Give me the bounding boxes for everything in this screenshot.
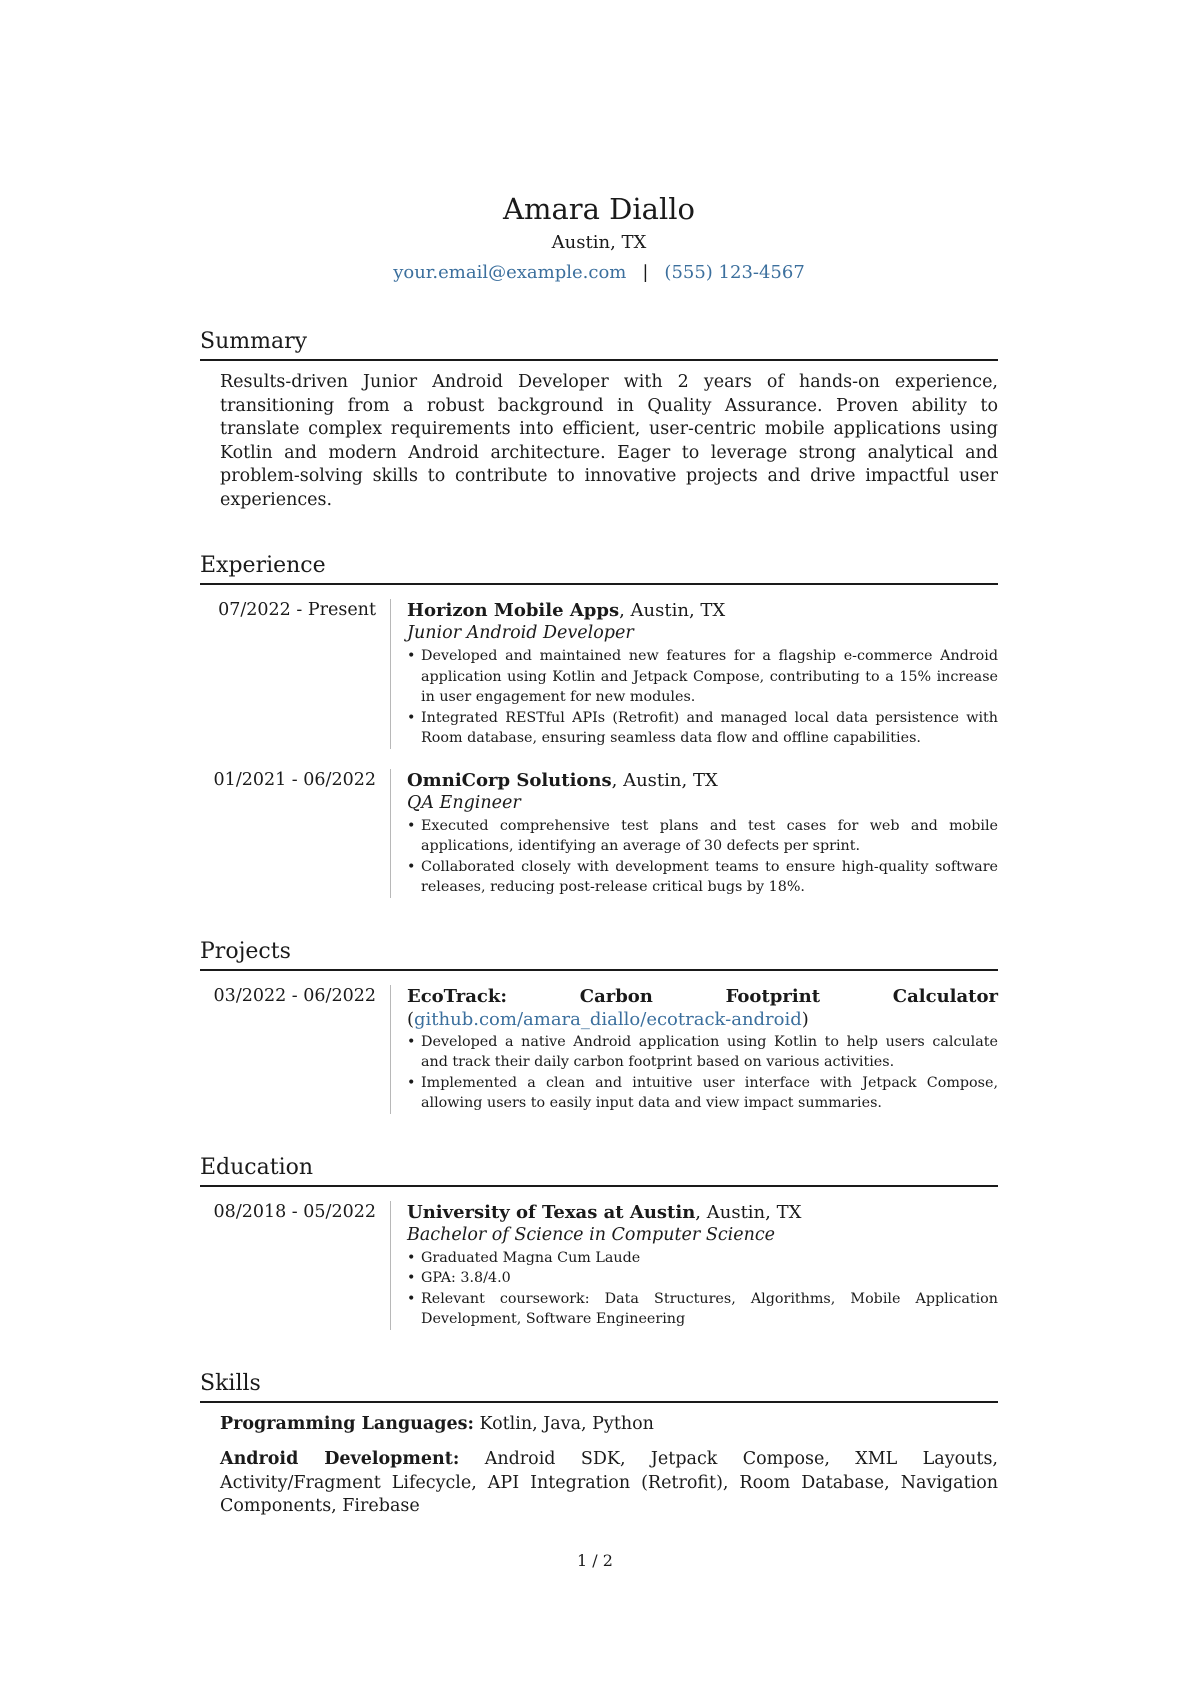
entry-date: 01/2021 - 06/2022 — [213, 769, 376, 790]
resume-header — [200, 190, 998, 286]
entry-heading — [407, 1201, 998, 1224]
candidate-location: Austin, TX — [551, 232, 647, 253]
entry-body — [390, 769, 998, 898]
project-entry — [200, 985, 998, 1114]
entry-organization: OmniCorp Solutions — [407, 769, 612, 791]
bullet-item: • Developed a native Android application using Kotlin to help users calculate and track their daily carbon footprint based on various activities. — [407, 1032, 998, 1073]
skill-label: Programming Languages: — [220, 1413, 474, 1434]
entry-heading — [407, 985, 998, 1031]
entry-body — [390, 1201, 998, 1330]
skill-label: Android Development: — [220, 1449, 460, 1469]
entry-date: 08/2018 - 05/2022 — [213, 1201, 376, 1222]
experience-entry — [200, 599, 998, 749]
experience-entry — [200, 769, 998, 898]
email-link[interactable]: your.email@example.com — [393, 262, 627, 283]
entry-bullets — [407, 1248, 998, 1330]
entry-location: , Austin, TX — [619, 600, 726, 621]
skill-value: Android SDK, Jetpack Compose, XML Layouts, Activity/Fragment Lifecycle, API Integration (Retrofit), Room Database, Navigation Components, Firebase — [220, 1449, 998, 1516]
projects-section — [200, 938, 998, 1114]
section-title-education: Education — [200, 1154, 998, 1187]
entry-date: 07/2022 - Present — [218, 600, 376, 620]
entry-bullets — [407, 1032, 998, 1114]
contact-separator: | — [642, 262, 649, 283]
entry-degree: Bachelor of Science in Computer Science — [407, 1224, 776, 1245]
entry-body — [390, 985, 998, 1114]
bullet-item: • Executed comprehensive test plans and test cases for web and mobile applications, identifying an average of 30 defects per sprint. — [407, 816, 998, 857]
bullet-item: • Developed and maintained new features for a flagship e-commerce Android application using Kotlin and Jetpack Compose, contributing to a 15% increase in user engagement for new modules. — [407, 646, 998, 708]
skill-line — [220, 1448, 998, 1519]
bullet-item: • Integrated RESTful APIs (Retrofit) and managed local data persistence with Room database, ensuring seamless data flow and offline capabilities. — [407, 708, 998, 749]
bullet-item: • Relevant coursework: Data Structures, Algorithms, Mobile Application Development, Software Engineering — [407, 1289, 998, 1330]
experience-section — [200, 552, 998, 898]
bullet-item: • Implemented a clean and intuitive user interface with Jetpack Compose, allowing users to easily input data and view impact summaries. — [407, 1073, 998, 1114]
resume-page — [200, 190, 998, 1519]
summary-text: Results-driven Junior Android Developer with 2 years of hands-on experience, transitioning from a robust background in Quality Assurance. Proven ability to translate complex requirements into efficient, user-centric mobile applications using Kotlin and modern Android architecture. Eager to leverage strong analytical and problem-solving skills to contribute to innovative projects and drive impactful user experiences. — [220, 372, 998, 510]
entry-organization: University of Texas at Austin — [407, 1201, 696, 1223]
candidate-name: Amara Diallo — [503, 192, 695, 226]
entry-location: , Austin, TX — [695, 1201, 802, 1223]
entry-heading — [407, 769, 998, 792]
section-title-skills: Skills — [200, 1370, 998, 1403]
bullet-item: • GPA: 3.8/4.0 — [407, 1268, 998, 1289]
link-open-paren: ( — [407, 1008, 415, 1030]
entry-location: , Austin, TX — [611, 769, 718, 791]
entry-bullets — [407, 816, 998, 898]
project-repo-link[interactable]: github.com/amara_diallo/ecotrack-android — [414, 1008, 802, 1030]
contact-line — [200, 260, 998, 286]
education-entry — [200, 1201, 998, 1330]
section-title-projects: Projects — [200, 938, 998, 971]
education-section — [200, 1154, 998, 1330]
skills-section — [200, 1370, 998, 1519]
entry-body — [390, 599, 998, 749]
skill-value: Kotlin, Java, Python — [473, 1413, 654, 1434]
project-name: EcoTrack: Carbon Footprint Calculator — [407, 985, 998, 1007]
link-close-paren: ) — [801, 1008, 809, 1030]
entry-role: QA Engineer — [407, 792, 521, 813]
page-number: 1 / 2 — [577, 1551, 613, 1570]
entry-heading — [407, 599, 998, 622]
skill-line — [220, 1413, 998, 1437]
section-title-experience: Experience — [200, 552, 998, 585]
bullet-item: • Collaborated closely with development teams to ensure high-quality software releases, reducing post-release critical bugs by 18%. — [407, 857, 998, 898]
entry-role: Junior Android Developer — [407, 623, 634, 643]
section-title-summary: Summary — [200, 328, 998, 361]
entry-organization: Horizon Mobile Apps — [407, 600, 620, 621]
bullet-item: • Graduated Magna Cum Laude — [407, 1248, 998, 1269]
summary-section — [200, 328, 998, 512]
entry-bullets — [407, 646, 998, 749]
phone-link[interactable]: (555) 123-4567 — [664, 262, 805, 283]
entry-date: 03/2022 - 06/2022 — [213, 985, 376, 1006]
